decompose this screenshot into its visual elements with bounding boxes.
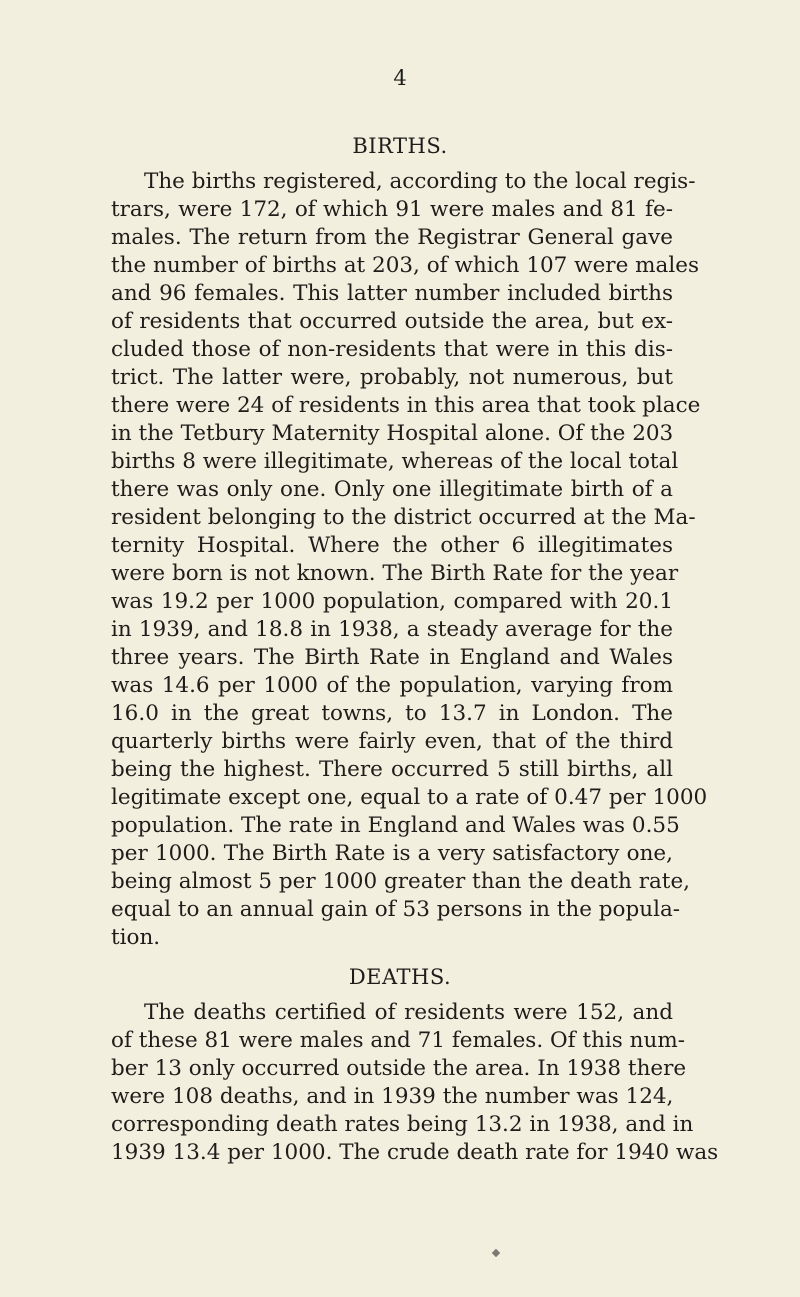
text-line: three years. The Birth Rate in England and Wales (111, 645, 673, 670)
deaths-heading: DEATHS. (348, 965, 452, 989)
text-line: there were 24 of residents in this area that took place (111, 393, 701, 418)
text-line: in 1939, and 18.8 in 1938, a steady average for the (111, 617, 673, 642)
text-line: quarterly births were fairly even, that of the third (111, 729, 673, 754)
text-line: of residents that occurred outside the area, but ex- (111, 309, 673, 334)
text-line: corresponding death rates being 13.2 in 1938, and in (111, 1112, 694, 1137)
text-line: were 108 deaths, and in 1939 the number was 124, (111, 1084, 674, 1109)
text-line: births 8 were illegitimate, whereas of the local total (111, 449, 679, 474)
text-line: trars, were 172, of which 91 were males and 81 fe- (111, 197, 673, 222)
text-line: the number of births at 203, of which 107 were males (111, 253, 699, 278)
text-line: being the highest. There occurred 5 still births, all (111, 757, 673, 782)
text-line: trict. The latter were, probably, not numerous, but (111, 365, 673, 390)
text-line: 1939 13.4 per 1000. The crude death rate for 1940 was (111, 1140, 719, 1165)
decorative-mark (492, 1249, 500, 1257)
text-line: was 14.6 per 1000 of the population, varying from (111, 673, 673, 698)
text-line: 16.0 in the great towns, to 13.7 in London. The (111, 701, 673, 726)
page-number: 4 (393, 66, 407, 90)
births-paragraph (111, 168, 708, 952)
text-line: and 96 females. This latter number included births (111, 281, 673, 306)
text-line: were born is not known. The Birth Rate for the year (111, 561, 679, 586)
text-line: being almost 5 per 1000 greater than the death rate, (111, 869, 691, 894)
text-line: of these 81 were males and 71 females. Of this num- (111, 1028, 686, 1053)
text-line: in the Tetbury Maternity Hospital alone. Of the 203 (111, 421, 674, 446)
births-heading: BIRTHS. (352, 134, 448, 158)
text-line: per 1000. The Birth Rate is a very satisfactory one, (111, 841, 673, 866)
text-line: resident belonging to the district occurred at the Ma- (111, 505, 696, 530)
text-line: equal to an annual gain of 53 persons in the popula- (111, 897, 681, 922)
text-line: population. The rate in England and Wales was 0.55 (111, 813, 680, 838)
text-line: The deaths certified of residents were 152, and (144, 1000, 673, 1025)
text-line: ber 13 only occurred outside the area. In 1938 there (111, 1056, 687, 1081)
text-line: cluded those of non-residents that were in this dis- (111, 337, 673, 362)
text-line: The births registered, according to the local regis- (144, 169, 696, 194)
text-line: there was only one. Only one illegitimate birth of a (111, 477, 673, 502)
text-line: was 19.2 per 1000 population, compared with 20.1 (111, 589, 673, 614)
text-line: males. The return from the Registrar General gave (111, 225, 673, 250)
text-line: ternity Hospital. Where the other 6 illegitimates (111, 533, 673, 558)
deaths-paragraph (111, 999, 719, 1167)
text-line: tion. (111, 925, 161, 950)
text-line: legitimate except one, equal to a rate of 0.47 per 1000 (111, 785, 708, 810)
